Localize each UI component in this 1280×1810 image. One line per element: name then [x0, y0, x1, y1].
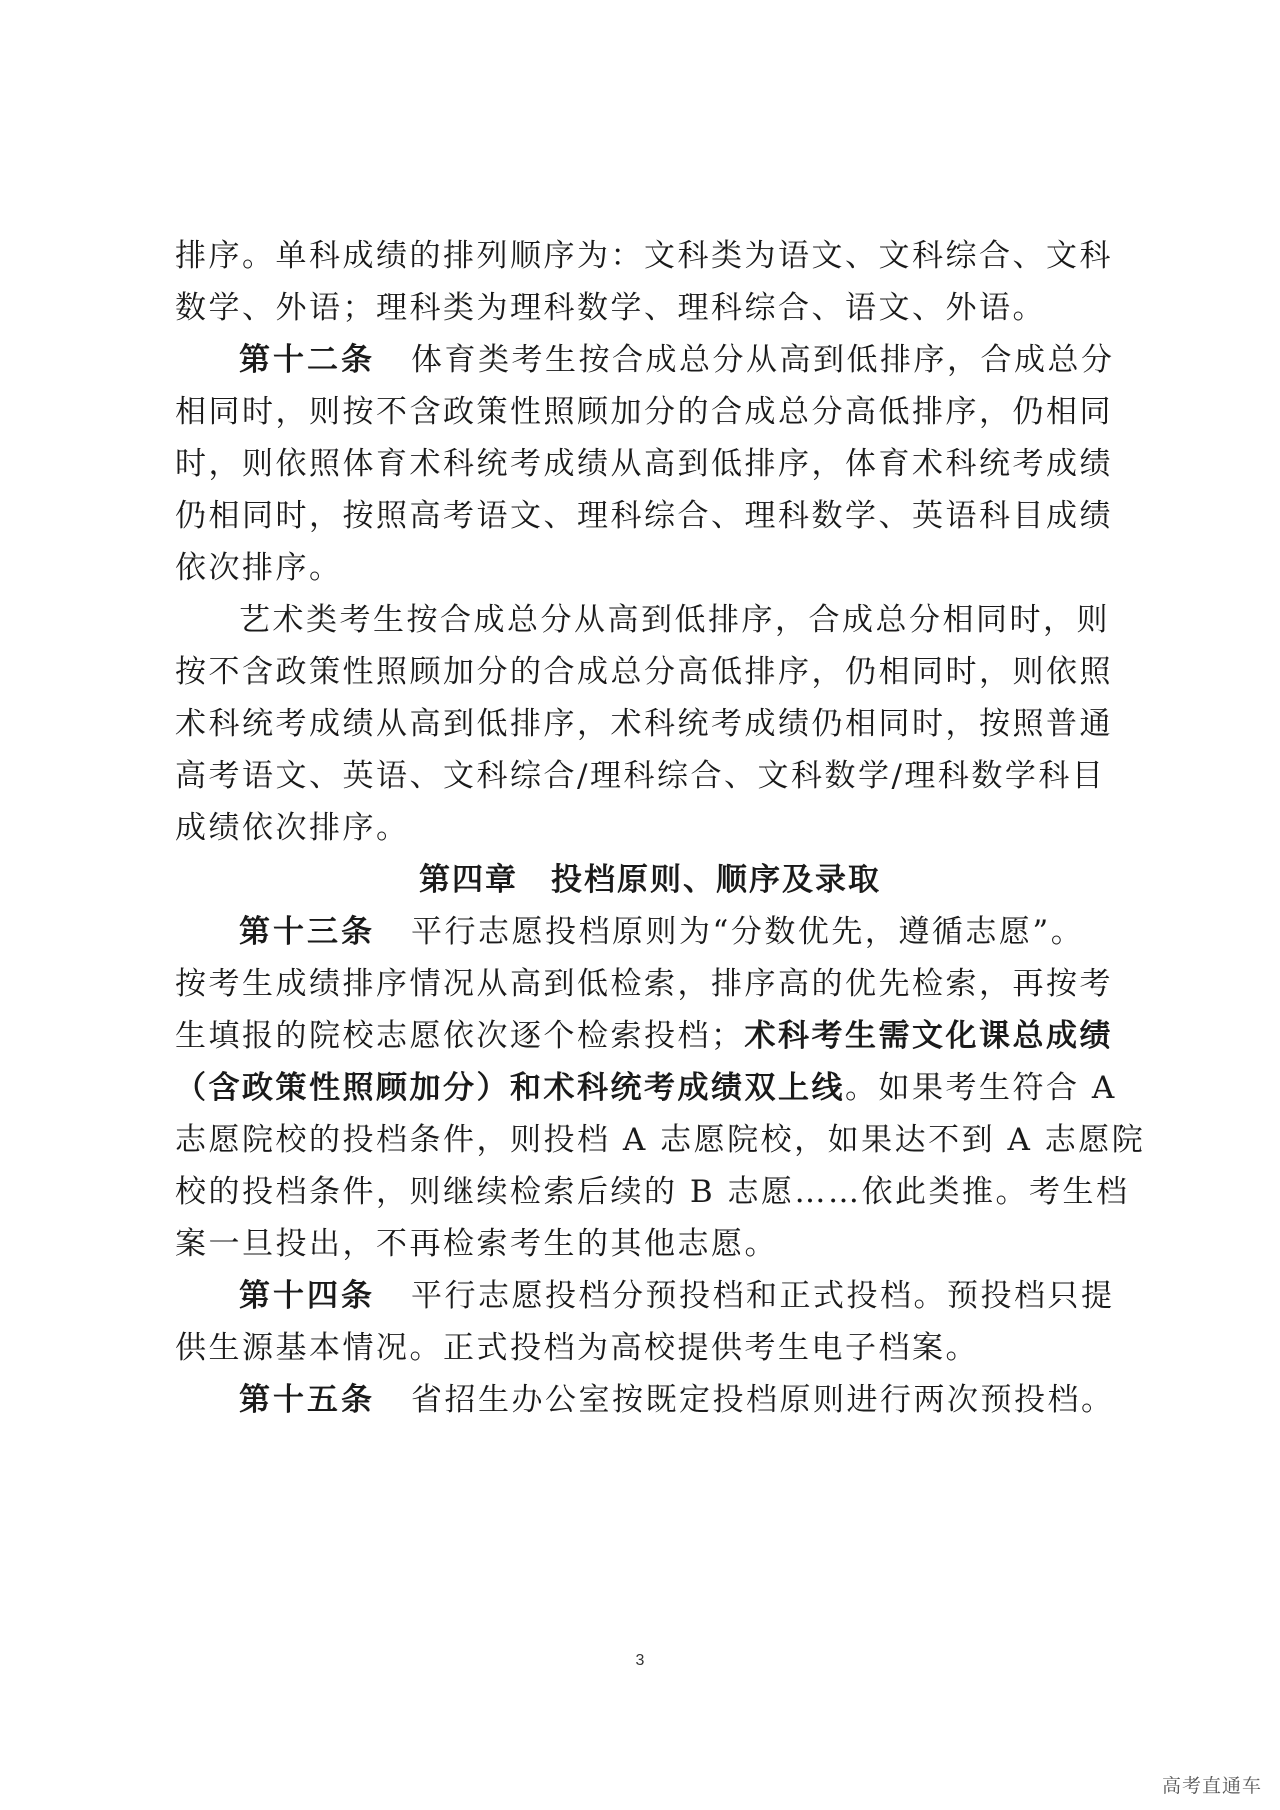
text-line: [175, 652, 1113, 692]
line-text: 艺术类考生按合成总分从高到低排序，合成总分相同时，则: [239, 602, 1110, 638]
text-line: [175, 496, 1113, 536]
article-heading: 第十五条: [239, 1382, 375, 1418]
text-line: [175, 444, 1113, 484]
line-text: 成绩依次排序。: [175, 810, 410, 846]
text-line: [175, 1068, 1117, 1108]
text-line: [175, 704, 1113, 744]
line-text: 排序。单科成绩的排列顺序为：文科类为语文、文科综合、文科: [175, 238, 1113, 274]
line-text: 仍相同时，按照高考语文、理科综合、理科数学、英语科目成绩: [175, 498, 1113, 534]
line-text: 校的投档条件，则继续检索后续的 B 志愿……依此类推。考生档: [175, 1174, 1130, 1210]
article-heading: 第十四条: [239, 1278, 375, 1314]
line-text: 案一旦投出，不再检索考生的其他志愿。: [175, 1226, 778, 1262]
line-text: 相同时，则按不含政策性照顾加分的合成总分高低排序，仍相同: [175, 394, 1113, 430]
line-text: 数学、外语；理科类为理科数学、理科综合、语文、外语。: [175, 290, 1046, 326]
text-line: [175, 964, 1113, 1004]
text-line: [175, 1120, 1145, 1160]
line-text: 。如果考生符合 A: [845, 1070, 1117, 1106]
line-text: 高考语文、英语、文科综合/理科综合、文科数学/理科数学科目: [175, 758, 1106, 794]
line-text: 志愿院校的投档条件，则投档 A 志愿院校，如果达不到 A 志愿院: [175, 1122, 1146, 1158]
text-line: [175, 808, 410, 848]
emphasis-text: （含政策性照顾加分）和术科统考成绩双上线: [175, 1070, 845, 1106]
line-text: 时，则依照体育术科统考成绩从高到低排序，体育术科统考成绩: [175, 446, 1113, 482]
text-line: [239, 600, 1110, 640]
line-text: 体育类考生按合成总分从高到低排序，合成总分: [411, 342, 1115, 378]
article-heading: 第十三条: [239, 914, 375, 950]
line-text: 供生源基本情况。正式投档为高校提供考生电子档案。: [175, 1330, 979, 1366]
text-line: [175, 756, 1105, 796]
line-text: 生填报的院校志愿依次逐个检索投档；: [175, 1018, 745, 1054]
line-text: 平行志愿投档原则为“分数优先，遵循志愿”。: [411, 914, 1085, 950]
line-text: 按考生成绩排序情况从高到低检索，排序高的优先检索，再按考: [175, 966, 1113, 1002]
page-number: 3: [635, 1652, 645, 1669]
text-line: [175, 1172, 1130, 1212]
line-text: 省招生办公室按既定投档原则进行两次预投档。: [411, 1382, 1115, 1418]
text-line: [175, 392, 1113, 432]
article-12-line: [239, 340, 1115, 380]
text-line: [175, 1224, 778, 1264]
article-13-line: [239, 912, 1084, 952]
text-line: [175, 236, 1113, 276]
emphasis-text: 术科考生需文化课总成绩: [744, 1018, 1113, 1054]
line-text: 平行志愿投档分预投档和正式投档。预投档只提: [411, 1278, 1115, 1314]
chapter-title: 第四章 投档原则、顺序及录取: [419, 862, 881, 898]
line-text: 按不含政策性照顾加分的合成总分高低排序，仍相同时，则依照: [175, 654, 1113, 690]
watermark-text: 高考直通车: [1161, 1775, 1262, 1797]
line-text: 术科统考成绩从高到低排序，术科统考成绩仍相同时，按照普通: [175, 706, 1113, 742]
text-line: [175, 1328, 979, 1368]
text-line: [175, 1016, 1113, 1056]
article-heading: 第十二条: [239, 342, 375, 378]
text-line: [175, 288, 1046, 328]
article-14-line: [239, 1276, 1115, 1316]
text-line: [175, 548, 343, 588]
line-text: 依次排序。: [175, 550, 343, 586]
article-15-line: [239, 1380, 1115, 1420]
